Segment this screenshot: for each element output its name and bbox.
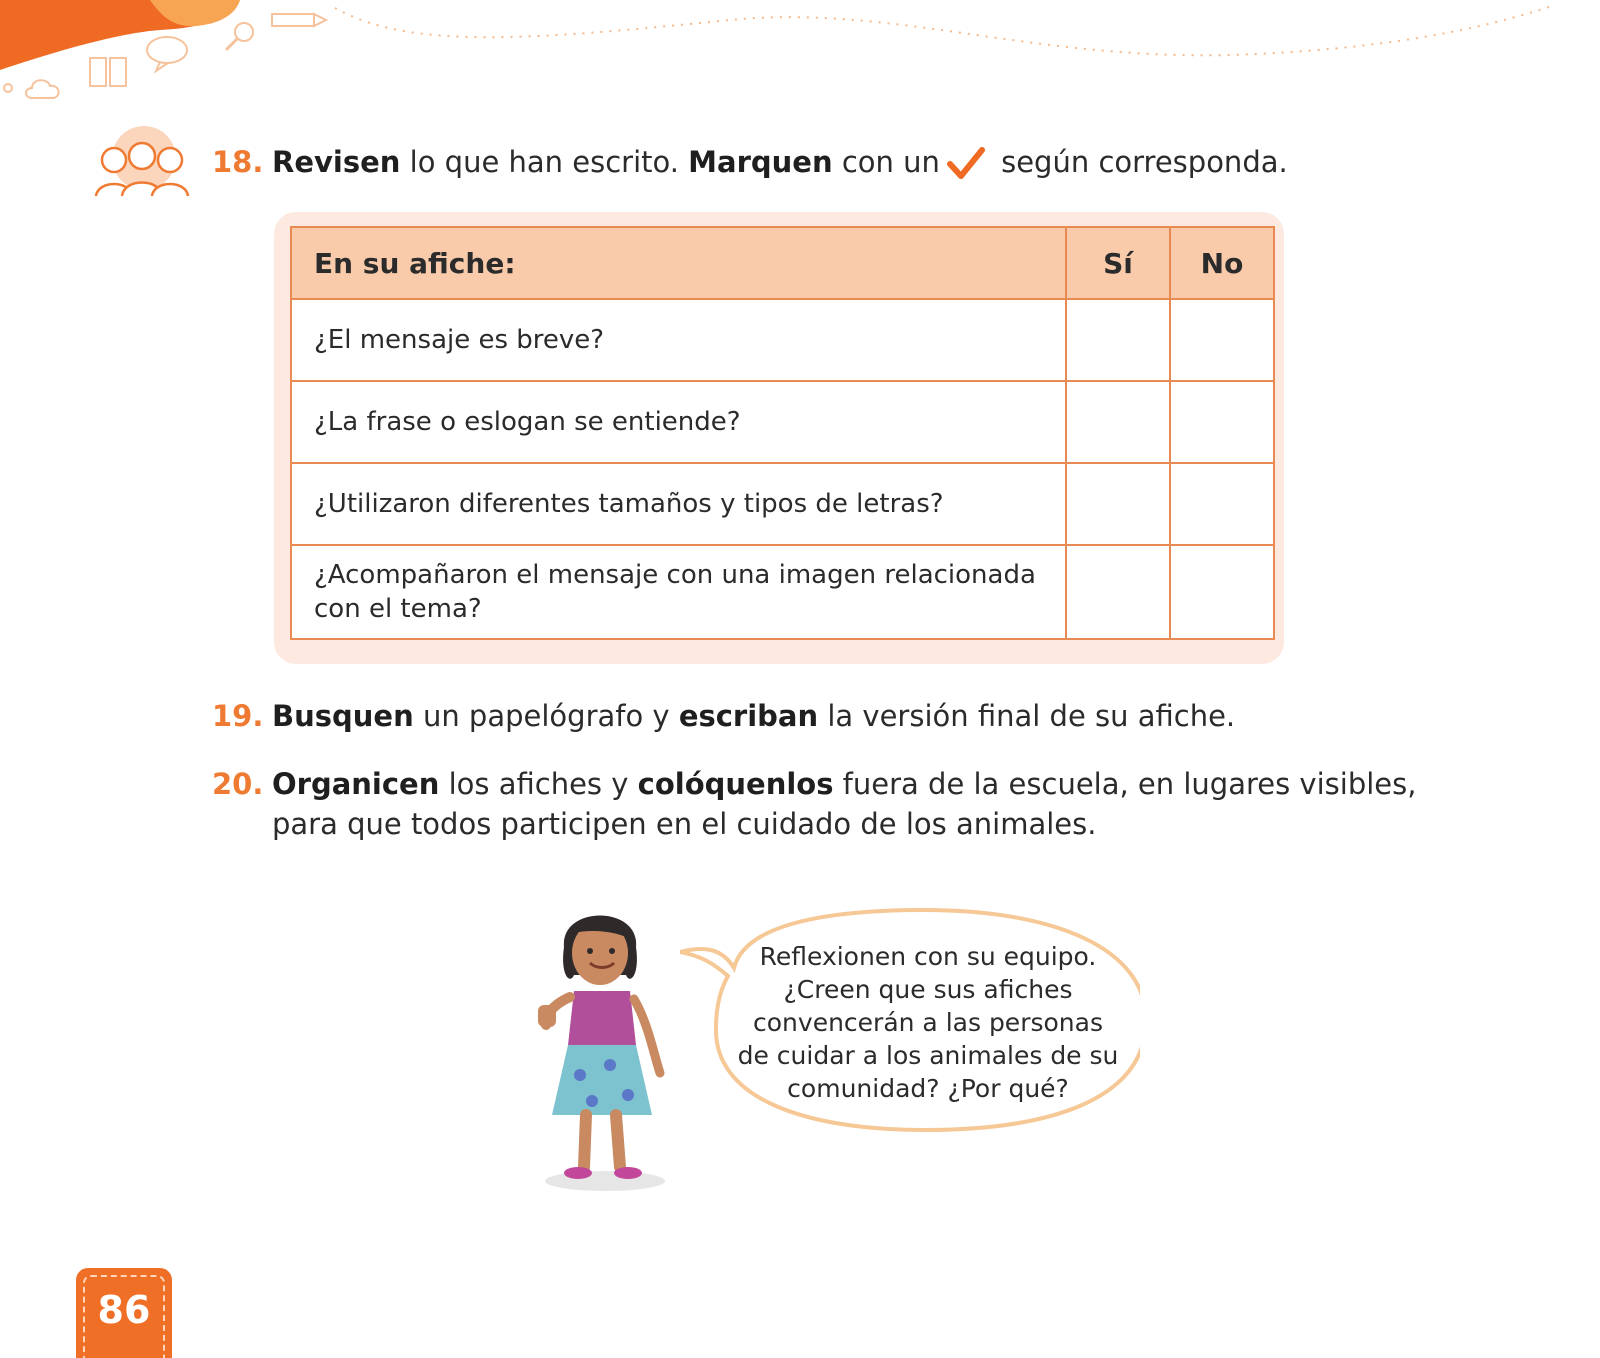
task-verb: Marquen (688, 145, 833, 179)
task-verb: colóquenlos (637, 767, 834, 801)
task-text-line2: para que todos participen en el cuidado de los animales. (272, 807, 1097, 841)
header-yes: Sí (1066, 227, 1170, 299)
task-19 (212, 696, 1235, 736)
girl-illustration (530, 905, 680, 1195)
task-text: según corresponda. (991, 145, 1288, 179)
yes-checkbox[interactable] (1066, 381, 1170, 463)
header-item: En su afiche: (291, 227, 1066, 299)
task-number: 18. (212, 145, 264, 179)
yes-checkbox[interactable] (1066, 299, 1170, 381)
bubble-line: comunidad? ¿Por qué? (787, 1074, 1069, 1103)
bubble-line: Reflexionen con su equipo. (759, 942, 1097, 971)
task-20 (212, 764, 1416, 844)
no-checkbox[interactable] (1170, 463, 1274, 545)
page-number-border (83, 1275, 165, 1358)
page-number (76, 1268, 172, 1358)
row-question: ¿Utilizaron diferentes tamaños y tipos de letras? (291, 463, 1066, 545)
task-18 (212, 142, 1288, 182)
bubble-line: convencerán a las personas (753, 1008, 1103, 1037)
speech-icon (142, 34, 192, 74)
row-question: ¿El mensaje es breve? (291, 299, 1066, 381)
checklist-header-row (291, 227, 1274, 299)
bubble-line: ¿Creen que sus afiches (783, 975, 1073, 1004)
speech-bubble-text (728, 940, 1128, 1105)
header-no: No (1170, 227, 1274, 299)
check-icon (946, 146, 986, 182)
no-checkbox[interactable] (1170, 381, 1274, 463)
table-row (291, 463, 1274, 545)
task-text: la versión final de su afiche. (818, 699, 1236, 733)
row-question: ¿Acompañaron el mensaje con una imagen relacionada con el tema? (291, 545, 1066, 639)
task-verb: Organicen (272, 767, 440, 801)
pencil-icon (270, 8, 330, 32)
table-row (291, 381, 1274, 463)
task-text: lo que han escrito. (400, 145, 689, 179)
task-verb: Revisen (272, 145, 401, 179)
row-question: ¿La frase o eslogan se entiende? (291, 381, 1066, 463)
team-icon (92, 126, 202, 202)
magnifier-icon (220, 18, 260, 58)
task-text: fuera de la escuela, en lugares visibles, (833, 767, 1417, 801)
task-text: los afiches y (439, 767, 638, 801)
task-text: con un (832, 145, 940, 179)
dotted-line-decoration (330, 0, 1560, 70)
yes-checkbox[interactable] (1066, 463, 1170, 545)
checklist-table (290, 226, 1275, 640)
table-row (291, 545, 1274, 639)
book-icon (86, 52, 130, 90)
no-checkbox[interactable] (1170, 545, 1274, 639)
bubble-line: de cuidar a los animales de su (737, 1041, 1119, 1070)
task-text: un papelógrafo y (413, 699, 679, 733)
task-number: 20. (212, 767, 264, 801)
page-number-text: 86 (97, 1288, 151, 1332)
task-verb: Busquen (272, 699, 414, 733)
table-row (291, 299, 1274, 381)
task-number: 19. (212, 699, 264, 733)
cloud-icon (0, 68, 80, 108)
no-checkbox[interactable] (1170, 299, 1274, 381)
task-verb: escriban (678, 699, 819, 733)
yes-checkbox[interactable] (1066, 545, 1170, 639)
